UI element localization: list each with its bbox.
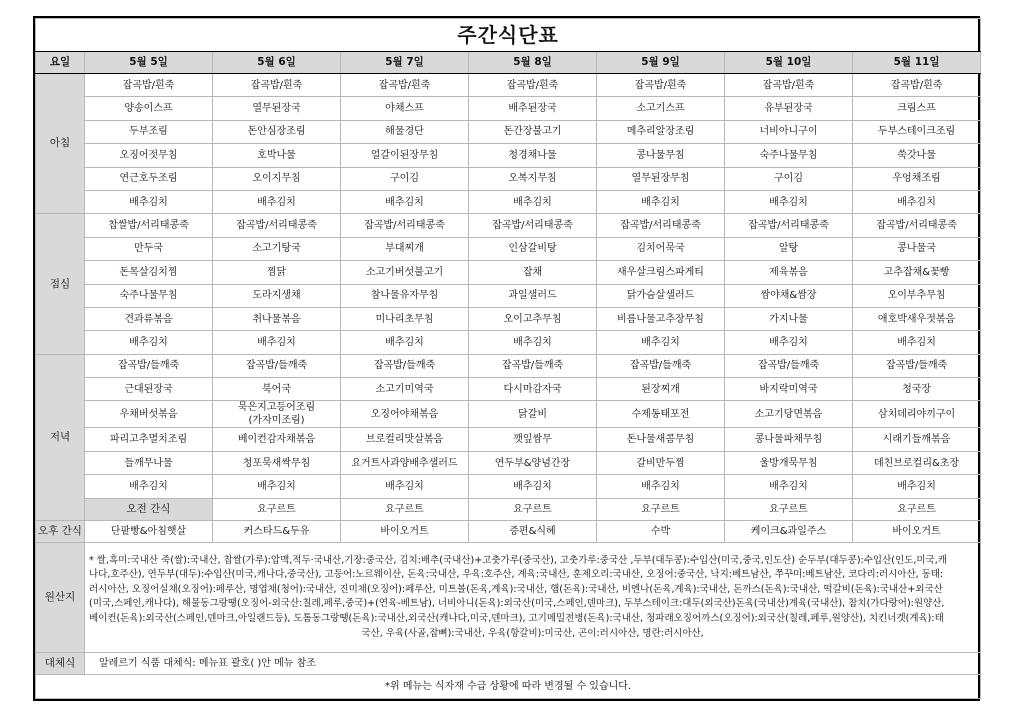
menu-cell: 브로컬리맛살볶음: [341, 428, 469, 451]
menu-cell: 배추김치: [85, 475, 213, 498]
menu-cell: 숙주나물무침: [725, 144, 853, 167]
menu-cell: 도라지생채: [213, 284, 341, 307]
menu-cell: 잡곡밥/흰죽: [469, 74, 597, 97]
date-header: 5월 8일: [469, 52, 597, 74]
menu-cell: 소고기미역국: [341, 378, 469, 401]
menu-cell: 콩나물국: [853, 237, 981, 260]
lunch-row: [36, 214, 981, 237]
pm-snack-row: [36, 520, 981, 542]
origin-line: (미국,스페인,캐나다), 해물동그랑땡(오징어-외국산:칠레,페루,중국)+(연육-베트남), 너비아니(돈육):외국산(미국,스페인,덴마크), 두부스테이크:대두(외국산)돈육(국내산)계육(국내산), 참치(가다랑어):원양산,: [89, 598, 945, 610]
menu-cell: 새우살크림스파게티: [597, 261, 725, 284]
notice-text: *위 메뉴는 식자재 수급 상황에 따라 변경될 수 있습니다.: [36, 675, 981, 699]
origin-line: 러시아산, 오징어실채(오징어):페루산, 명엽채(청어):국내산, 진미채(오징어):페루산, 미트볼(돈육,계육):국내산, 햄(돈육):국내산, 비엔나(돈육,계육):국내산, 돈까스(돈육):국내산, 떡갈비(돈육):국내산+외국산: [89, 583, 943, 595]
menu-cell: 잡곡밥/들깨죽: [853, 354, 981, 377]
menu-cell: 잡곡밥/흰죽: [725, 74, 853, 97]
menu-cell: 참나물유자무침: [341, 284, 469, 307]
menu-cell: 잡곡밥/들깨죽: [341, 354, 469, 377]
menu-cell-merged: 묵은지고등어조림 (가자미조림): [213, 401, 341, 428]
lunch-row: [36, 307, 981, 330]
menu-cell: 유부된장국: [725, 97, 853, 120]
menu-cell: 잡곡밥/서리태콩죽: [725, 214, 853, 237]
menu-cell: 인삼갈비탕: [469, 237, 597, 260]
substitute-label: 대체식: [36, 653, 85, 675]
menu-cell: 시래기들깨볶음: [853, 428, 981, 451]
menu-cell: 비름나물고추장무침: [597, 307, 725, 330]
menu-cell: 잡곡밥/들깨죽: [725, 354, 853, 377]
menu-cell: 잡곡밥/서리태콩죽: [853, 214, 981, 237]
dinner-row: [36, 401, 981, 428]
menu-cell: 숙주나물무침: [85, 284, 213, 307]
menu-cell: 만두국: [85, 237, 213, 260]
menu-cell: 닭갈비: [469, 401, 597, 428]
menu-cell: 파리고추멸치조림: [85, 428, 213, 451]
menu-cell: 배추김치: [213, 190, 341, 213]
date-header: 5월 5일: [85, 52, 213, 74]
origin-text: [85, 542, 981, 652]
origin-line: 나다,호주산), 연두부(대두):수입산(미국,캐나다,중국산), 고등어:노르웨이산, 돈육:국내산, 우육:호주산, 계육:국내산, 훈제오리:국내산, 오징어:중국산, 낙지:베트남산, 쭈꾸미:베트남산, 코다리:러시아산, 동태:: [89, 569, 944, 581]
snack-cell: 요구르트: [341, 498, 469, 520]
menu-cell: 잡곡밥/서리태콩죽: [341, 214, 469, 237]
menu-cell: 찜닭: [213, 261, 341, 284]
menu-cell: 배추김치: [853, 475, 981, 498]
menu-cell: 삼치데리야끼구이: [853, 401, 981, 428]
menu-cell: 수제동태포전: [597, 401, 725, 428]
menu-cell: 양송이스프: [85, 97, 213, 120]
origin-line: * 쌀,흑미:국내산 죽(쌀):국내산, 찹쌀(가루):압맥,적두·국내산,기장:중국산, 김치:배추(국내산)+고춧가루(중국산), 고춧가루:중국산 ,두부(대두콩):수입산(미국,중국,인도산) 순두부(대두콩):수입산(인도,미국,캐: [89, 554, 947, 566]
menu-cell: 열무된장국: [213, 97, 341, 120]
snack-cell: 바이오거트: [341, 520, 469, 542]
dinner-row: [36, 378, 981, 401]
menu-cell: 소고기당면볶음: [725, 401, 853, 428]
menu-cell: 구이김: [341, 167, 469, 190]
menu-cell: 닭가슴살샐러드: [597, 284, 725, 307]
menu-cell: 배추김치: [213, 475, 341, 498]
am-snack-label: 오전 간식: [85, 498, 213, 520]
am-snack-row: [36, 498, 981, 520]
menu-cell: 오징어야채볶음: [341, 401, 469, 428]
lunch-row: [36, 261, 981, 284]
lunch-row: [36, 331, 981, 354]
origin-row: [36, 542, 981, 652]
snack-cell: 요구르트: [469, 498, 597, 520]
menu-cell: 배추김치: [725, 331, 853, 354]
date-header: 5월 7일: [341, 52, 469, 74]
menu-cell: 오복지무침: [469, 167, 597, 190]
menu-cell: 된장찌개: [597, 378, 725, 401]
menu-cell: 북어국: [213, 378, 341, 401]
menu-cell: 배추김치: [469, 475, 597, 498]
breakfast-label: 아침: [36, 74, 85, 214]
dinner-label: 저녁: [36, 354, 85, 520]
page-title: 주간식단표: [36, 19, 981, 52]
menu-cell: 잡곡밥/흰죽: [853, 74, 981, 97]
menu-cell: 배추김치: [725, 190, 853, 213]
snack-cell: 단팥빵&아침햇살: [85, 520, 213, 542]
snack-cell: 커스타드&두유: [213, 520, 341, 542]
menu-cell: 청경채나물: [469, 144, 597, 167]
menu-cell: 쌈야채&쌈장: [725, 284, 853, 307]
dinner-row: [36, 428, 981, 451]
substitute-text: 알레르기 식품 대체식: 메뉴표 괄호( )안 메뉴 참조: [85, 653, 981, 675]
menu-cell: 메추리알장조림: [597, 120, 725, 143]
menu-cell: 호박나물: [213, 144, 341, 167]
menu-cell: 해물경단: [341, 120, 469, 143]
breakfast-row: [36, 144, 981, 167]
dinner-row: [36, 475, 981, 498]
menu-cell: 제육볶음: [725, 261, 853, 284]
menu-cell: 오이부추무침: [853, 284, 981, 307]
menu-cell: 배추김치: [853, 190, 981, 213]
menu-cell: 연근호두조림: [85, 167, 213, 190]
menu-cell: 소고기탕국: [213, 237, 341, 260]
snack-cell: 증편&식혜: [469, 520, 597, 542]
snack-cell: 요구르트: [853, 498, 981, 520]
menu-cell: 들깨무나물: [85, 451, 213, 474]
menu-cell: 데친브로컬리&초장: [853, 451, 981, 474]
menu-cell: 배추김치: [597, 475, 725, 498]
lunch-row: [36, 237, 981, 260]
menu-cell: 잡곡밥/흰죽: [341, 74, 469, 97]
menu-cell: 가지나물: [725, 307, 853, 330]
menu-cell: 갈비만두찜: [597, 451, 725, 474]
menu-cell: 구이김: [725, 167, 853, 190]
menu-cell: 배추김치: [469, 331, 597, 354]
menu-cell: 두부스테이크조림: [853, 120, 981, 143]
menu-cell: 잡곡밥/흰죽: [85, 74, 213, 97]
menu-cell: 잡곡밥/들깨죽: [85, 354, 213, 377]
date-header: 5월 6일: [213, 52, 341, 74]
menu-cell: 잡곡밥/흰죽: [213, 74, 341, 97]
menu-cell: 과일샐러드: [469, 284, 597, 307]
weekly-menu-sheet: [33, 16, 980, 701]
menu-cell: 두부조림: [85, 120, 213, 143]
menu-cell: 배추김치: [85, 190, 213, 213]
menu-cell: 배추김치: [213, 331, 341, 354]
dinner-row: [36, 354, 981, 377]
menu-cell: 배추김치: [85, 331, 213, 354]
menu-cell: 연두부&양념간장: [469, 451, 597, 474]
weekly-menu-table: [35, 18, 981, 699]
date-header: 5월 10일: [725, 52, 853, 74]
snack-cell: 요구르트: [213, 498, 341, 520]
menu-cell: 소고기스프: [597, 97, 725, 120]
breakfast-row: [36, 120, 981, 143]
menu-cell: 바지락미역국: [725, 378, 853, 401]
menu-cell: 취나물볶음: [213, 307, 341, 330]
menu-cell: 콩나물무침: [597, 144, 725, 167]
menu-cell: 부대찌개: [341, 237, 469, 260]
menu-cell: 잡곡밥/들깨죽: [469, 354, 597, 377]
menu-cell: 오징어젓무침: [85, 144, 213, 167]
menu-cell: 잡곡밥/들깨죽: [597, 354, 725, 377]
notice-row: [36, 675, 981, 699]
menu-cell: 돈간장불고기: [469, 120, 597, 143]
menu-cell: 우채버섯볶음: [85, 401, 213, 428]
snack-cell: 요구르트: [725, 498, 853, 520]
menu-cell: 야채스프: [341, 97, 469, 120]
date-header: 5월 9일: [597, 52, 725, 74]
menu-cell: 애호박새우젓볶음: [853, 307, 981, 330]
menu-cell: 배추김치: [597, 190, 725, 213]
lunch-label: 점심: [36, 214, 85, 354]
menu-cell: 돈안심장조림: [213, 120, 341, 143]
menu-cell: 배추김치: [597, 331, 725, 354]
menu-cell: 청포묵새싹무침: [213, 451, 341, 474]
snack-cell: 요구르트: [597, 498, 725, 520]
menu-cell: 배추김치: [469, 190, 597, 213]
menu-cell: 배추김치: [341, 331, 469, 354]
menu-cell: 배추김치: [853, 331, 981, 354]
snack-cell: 수박: [597, 520, 725, 542]
menu-cell: 오이고추무침: [469, 307, 597, 330]
menu-cell: 견과류볶음: [85, 307, 213, 330]
menu-cell: 돈목살김치찜: [85, 261, 213, 284]
dinner-row: [36, 451, 981, 474]
menu-cell: 소고기버섯불고기: [341, 261, 469, 284]
menu-cell: 배추김치: [341, 190, 469, 213]
lunch-row: [36, 284, 981, 307]
menu-cell: 찹쌀밥/서리태콩죽: [85, 214, 213, 237]
origin-line-last: 국산, 우육(사골,잡뼈):국내산, 우육(항갈비):미국산, 곤이:러시아산, 명란:러시아산,: [361, 627, 704, 639]
menu-cell: 배추된장국: [469, 97, 597, 120]
breakfast-row: [36, 190, 981, 213]
breakfast-row: [36, 167, 981, 190]
menu-cell: 잡곡밥/들깨죽: [213, 354, 341, 377]
origin-line: 베이컨(돈육):외국산(스페인,덴마크,아일랜드등), 도톰동그랑땡(돈육):국내산,외국산(캐나다,미국,덴마크), 고기메밀전병(돈육):국내산, 청파래오징어까스(오징어):외국산(칠레,페루,원양산), 치킨너겟(계육):태: [89, 612, 944, 624]
menu-cell: 고추잡채&꽃빵: [853, 261, 981, 284]
menu-cell: 잡곡밥/서리태콩죽: [213, 214, 341, 237]
menu-cell: 배추김치: [725, 475, 853, 498]
day-header-label: 요일: [36, 52, 85, 74]
menu-cell: 우엉채조림: [853, 167, 981, 190]
menu-cell: 미나리초무침: [341, 307, 469, 330]
menu-cell: 잡곡밥/서리태콩죽: [469, 214, 597, 237]
menu-cell: 쑥갓나물: [853, 144, 981, 167]
menu-cell: 너비아니구이: [725, 120, 853, 143]
menu-cell: 베이컨감자채볶음: [213, 428, 341, 451]
menu-cell: 열무된장무침: [597, 167, 725, 190]
menu-cell: 알탕: [725, 237, 853, 260]
breakfast-row: [36, 97, 981, 120]
breakfast-row: [36, 74, 981, 97]
menu-cell: 오이지무침: [213, 167, 341, 190]
date-header: 5월 11일: [853, 52, 981, 74]
menu-cell: 잡채: [469, 261, 597, 284]
pm-snack-label: 오후 간식: [36, 520, 85, 542]
snack-cell: 케이크&과일주스: [725, 520, 853, 542]
origin-label: 원산지: [36, 542, 85, 652]
menu-cell: 잡곡밥/흰죽: [597, 74, 725, 97]
menu-cell: 근대된장국: [85, 378, 213, 401]
menu-cell: 콩나물파채무침: [725, 428, 853, 451]
substitute-row: [36, 653, 981, 675]
menu-cell: 배추김치: [341, 475, 469, 498]
menu-cell: 다시마감자국: [469, 378, 597, 401]
menu-cell: 돈나물새콤무침: [597, 428, 725, 451]
menu-cell: 김치어묵국: [597, 237, 725, 260]
menu-cell: 울방개묵무침: [725, 451, 853, 474]
snack-cell: 바이오거트: [853, 520, 981, 542]
menu-cell: 요거트사과양배추샐러드: [341, 451, 469, 474]
menu-cell: 얼갈이된장무침: [341, 144, 469, 167]
menu-cell: 잡곡밥/서리태콩죽: [597, 214, 725, 237]
menu-cell: 청국장: [853, 378, 981, 401]
header-row: [36, 52, 981, 74]
menu-cell: 깻잎쌈무: [469, 428, 597, 451]
menu-cell: 크림스프: [853, 97, 981, 120]
